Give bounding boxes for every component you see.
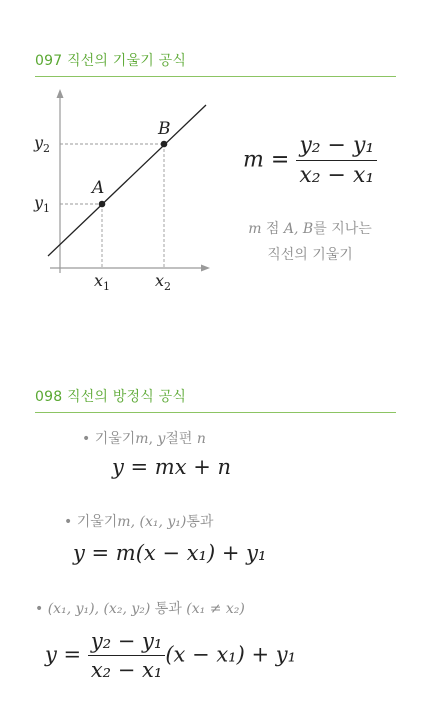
case3-numerator: y₂ − y₁ <box>88 629 166 656</box>
slope-denominator: x₂ − x₁ <box>299 163 375 188</box>
slope-graph <box>20 85 220 295</box>
case1-formula: y = mx + n <box>112 455 232 479</box>
slope-note-line1: m 점 A, B를 지나는 <box>248 221 372 237</box>
y1-label: $y_1$ <box>34 193 51 215</box>
point-a-label: A <box>92 178 105 198</box>
point-a <box>99 201 106 208</box>
slope-note-line2: 직선의 기울기 <box>267 247 353 263</box>
case2-formula: y = m(x − x₁) + y₁ <box>73 541 267 565</box>
slope-fraction <box>296 133 377 188</box>
slope-eq: = <box>270 147 290 173</box>
section-098-divider <box>35 412 396 413</box>
x1-label: $x_1$ <box>94 271 111 293</box>
slope-numerator: y₂ − y₁ <box>296 133 377 161</box>
x2-label: $x_2$ <box>155 271 172 293</box>
point-b <box>161 141 168 148</box>
case3-formula <box>45 629 296 682</box>
case3-fraction <box>88 629 166 682</box>
slope-lhs: m <box>243 147 264 173</box>
case3-condition: • (x₁, y₁), (x₂, y₂) 통과 (x₁ ≠ x₂) <box>35 601 245 617</box>
y-axis-arrow <box>57 89 64 98</box>
y2-label: $y_2$ <box>34 133 51 155</box>
case1-condition: • 기울기m, y절편 n <box>82 431 206 447</box>
section-097-title: 097 직선의 기울기 공식 <box>35 53 187 69</box>
point-b-label: B <box>158 119 171 139</box>
slope-note <box>220 216 400 268</box>
slope-formula <box>243 133 377 188</box>
x-axis-arrow <box>201 265 210 272</box>
case3-denominator: x₂ − x₁ <box>90 658 163 682</box>
straight-line <box>48 105 206 256</box>
case2-condition: • 기울기m, (x₁, y₁)통과 <box>64 514 214 530</box>
case3-lhs: y = <box>45 642 82 667</box>
case3-tail: (x − x₁) + y₁ <box>165 642 297 667</box>
section-097-divider <box>35 76 396 77</box>
section-098-title: 098 직선의 방정식 공식 <box>35 389 187 405</box>
